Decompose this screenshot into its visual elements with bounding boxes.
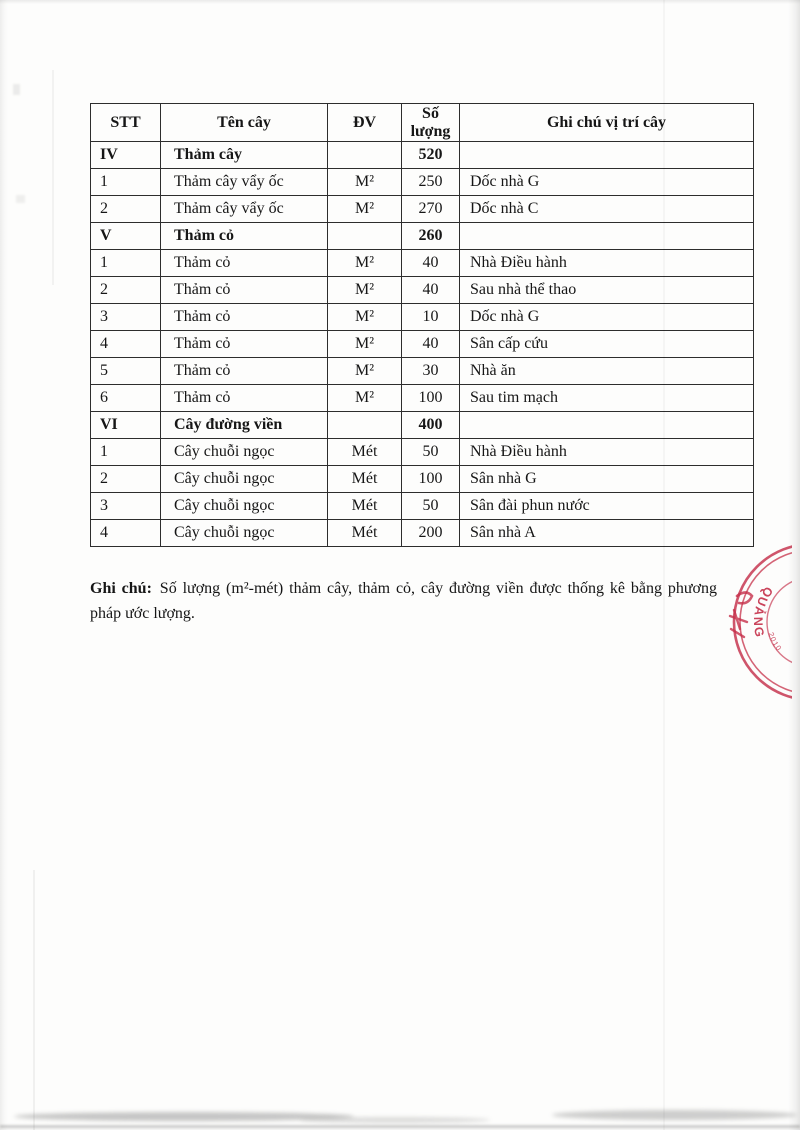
cell-qty: 30 [402, 358, 460, 385]
cell-note: Dốc nhà C [460, 196, 754, 223]
cell-qty: 10 [402, 304, 460, 331]
cell-stt: 3 [91, 493, 161, 520]
cell-name: Cây chuỗi ngọc [161, 439, 328, 466]
footnote-label: Ghi chú: [90, 580, 152, 597]
cell-unit: Mét [328, 520, 402, 547]
cell-name: Thảm cỏ [161, 304, 328, 331]
stamp-serial-text: 2010 [766, 631, 784, 654]
cell-stt: 4 [91, 331, 161, 358]
cell-note: Dốc nhà G [460, 304, 754, 331]
cell-stt: 2 [91, 466, 161, 493]
cell-name: Cây chuỗi ngọc [161, 493, 328, 520]
cell-stt: IV [91, 142, 161, 169]
table-header-row [91, 104, 754, 142]
scan-smudge [552, 1110, 797, 1120]
cell-unit: Mét [328, 493, 402, 520]
cell-unit [328, 412, 402, 439]
cell-qty: 40 [402, 277, 460, 304]
cell-qty: 400 [402, 412, 460, 439]
cell-unit: M² [328, 331, 402, 358]
table-row [91, 358, 754, 385]
cell-name: Thảm cỏ [161, 277, 328, 304]
scan-bottom-edge [0, 1125, 800, 1128]
header-note: Ghi chú vị trí cây [460, 104, 754, 142]
table-row [91, 331, 754, 358]
table-row [91, 169, 754, 196]
table-row [91, 196, 754, 223]
cell-qty: 40 [402, 331, 460, 358]
cell-stt: 1 [91, 250, 161, 277]
cell-note: Sân nhà A [460, 520, 754, 547]
header-name: Tên cây [161, 104, 328, 142]
table-row [91, 250, 754, 277]
cell-unit: Mét [328, 439, 402, 466]
cell-unit [328, 142, 402, 169]
svg-text:QUẢNG [751, 584, 776, 640]
page-edge-shadow [0, 0, 800, 4]
scan-smudge [300, 1117, 490, 1123]
table-row [91, 466, 754, 493]
table-row-section [91, 142, 754, 169]
table-row [91, 304, 754, 331]
cell-unit [328, 223, 402, 250]
cell-name: Thảm cây [161, 142, 328, 169]
cell-qty: 40 [402, 250, 460, 277]
cell-name: Thảm cỏ [161, 331, 328, 358]
cell-stt: 4 [91, 520, 161, 547]
red-stamp [700, 540, 792, 700]
cell-qty: 50 [402, 493, 460, 520]
cell-unit: M² [328, 169, 402, 196]
cell-name: Thảm cỏ [161, 358, 328, 385]
cell-stt: 1 [91, 439, 161, 466]
stamp-signature-mark [730, 610, 747, 637]
cell-name: Cây chuỗi ngọc [161, 520, 328, 547]
scan-speck [16, 195, 25, 203]
cell-name: Cây chuỗi ngọc [161, 466, 328, 493]
scan-streak [33, 870, 35, 1130]
cell-stt: VI [91, 412, 161, 439]
cell-note: Sân nhà G [460, 466, 754, 493]
page-edge-shadow [0, 0, 8, 1130]
header-stt: STT [91, 104, 161, 142]
cell-qty: 520 [402, 142, 460, 169]
table-row-section [91, 412, 754, 439]
cell-stt: 2 [91, 196, 161, 223]
plant-inventory-table [90, 103, 754, 547]
cell-note: Nhà ăn [460, 358, 754, 385]
scan-streak [52, 70, 54, 285]
cell-qty: 100 [402, 385, 460, 412]
cell-unit: M² [328, 385, 402, 412]
cell-qty: 260 [402, 223, 460, 250]
cell-name: Cây đường viền [161, 412, 328, 439]
scan-speck [13, 84, 20, 95]
cell-name: Thảm cây vẩy ốc [161, 169, 328, 196]
svg-text:2010 [766, 631, 783, 653]
cell-qty: 270 [402, 196, 460, 223]
table-row [91, 520, 754, 547]
cell-name: Thảm cây vẩy ốc [161, 196, 328, 223]
table-row [91, 385, 754, 412]
cell-note: Sau tim mạch [460, 385, 754, 412]
cell-note: Sân cấp cứu [460, 331, 754, 358]
header-unit: ĐV [328, 104, 402, 142]
cell-name: Thảm cỏ [161, 385, 328, 412]
cell-unit: M² [328, 277, 402, 304]
cell-qty: 50 [402, 439, 460, 466]
scan-smudge [14, 1112, 354, 1121]
cell-stt: 6 [91, 385, 161, 412]
table-row [91, 493, 754, 520]
cell-qty: 200 [402, 520, 460, 547]
cell-unit: Mét [328, 466, 402, 493]
cell-stt: 2 [91, 277, 161, 304]
cell-unit: M² [328, 250, 402, 277]
cell-note: Nhà Điều hành [460, 250, 754, 277]
cell-note [460, 412, 754, 439]
stamp-arc-text: QUẢNG [750, 584, 776, 640]
table-row [91, 439, 754, 466]
cell-note: Dốc nhà G [460, 169, 754, 196]
cell-unit: M² [328, 358, 402, 385]
cell-note: Sau nhà thể thao [460, 277, 754, 304]
table-row-section [91, 223, 754, 250]
cell-note [460, 142, 754, 169]
footnote [90, 576, 717, 627]
cell-qty: 250 [402, 169, 460, 196]
cell-unit: M² [328, 304, 402, 331]
cell-name: Thảm cỏ [161, 223, 328, 250]
cell-note [460, 223, 754, 250]
cell-note: Sân đài phun nước [460, 493, 754, 520]
cell-note: Nhà Điều hành [460, 439, 754, 466]
cell-unit: M² [328, 196, 402, 223]
cell-stt: V [91, 223, 161, 250]
cell-stt: 3 [91, 304, 161, 331]
footnote-text: Số lượng (m²-mét) thảm cây, thảm cỏ, cây đường viền được thống kê bằng phương pháp ước lượng. [90, 580, 718, 623]
cell-qty: 100 [402, 466, 460, 493]
cell-name: Thảm cỏ [161, 250, 328, 277]
cell-stt: 1 [91, 169, 161, 196]
header-qty: Số lượng [402, 104, 460, 142]
table-row [91, 277, 754, 304]
cell-stt: 5 [91, 358, 161, 385]
